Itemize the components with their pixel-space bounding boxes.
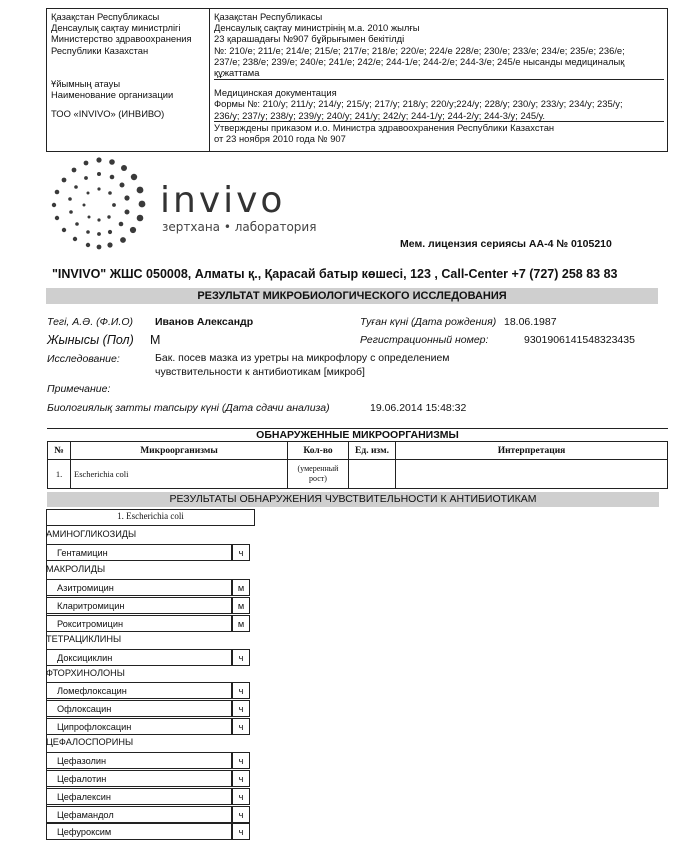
result-cefalotin: ч [232, 770, 250, 787]
result-azithromycin: м [232, 579, 250, 596]
header-left-line: Министерство здравоохранения [51, 33, 192, 45]
drug-cefazolin: Цефазолин [46, 752, 232, 769]
header-right-line: 237/е; 238/е; 239/е; 240/е; 241/е; 242/е; 244-1/е; 244-2/е; 244-3/е; 245/е нысанды медициналық [214, 55, 625, 67]
header-box [46, 8, 668, 152]
sex-label: Жынысы (Пол) [47, 333, 134, 347]
license-number: Мем. лицензия сериясы АА-4 № 0105210 [400, 238, 612, 250]
table-row [48, 460, 668, 489]
col-organism: Микроорганизмы [71, 442, 288, 460]
drug-cefamandole: Цефамандол [46, 806, 232, 823]
row-interp [396, 460, 668, 489]
invivo-logo-icon [44, 152, 154, 252]
header-left [51, 11, 209, 119]
header-left-line: Республики Казахстан [51, 44, 149, 56]
result-gentamicin: ч [232, 544, 250, 561]
group-macrolides: МАКРОЛИДЫ [46, 564, 106, 574]
drug-ofloxacin: Офлоксацин [46, 700, 232, 717]
group-fluoroquinolones: ФТОРХИНОЛОНЫ [46, 668, 125, 678]
result-ciprofloxacin: ч [232, 718, 250, 735]
header-right-line: 236/у; 237/у; 238/у; 239/у; 240/у; 241/у; 242/у; 244-1/у; 244-2/у; 244-3/у; 245/у. [214, 109, 546, 121]
report-title: РЕЗУЛЬТАТ МИКРОБИОЛОГИЧЕСКОГО ИССЛЕДОВАНИЯ [46, 288, 658, 304]
header-right-line: Формы №: 210/у; 211/у; 214/у; 215/у; 217/у; 218/у; 220/у;224/у; 228/у; 230/у; 233/у; 234/у; 235/у; [214, 98, 623, 110]
header-right-line: Утверждены приказом и.о. Министра здравоохранения Республики Казахстан [214, 121, 664, 133]
result-cefamandole: ч [232, 806, 250, 823]
col-interp: Интерпретация [396, 442, 668, 460]
header-left-line: Денсаулық сақтау министрлігі [51, 22, 181, 34]
sensitivity-column-header: 1. Escherichia coli [46, 509, 255, 526]
header-divider [209, 9, 210, 151]
col-num: № [48, 442, 71, 460]
header-left-line: Ұйымның атауы [51, 77, 121, 89]
drug-lomefloxacin: Ломефлоксацин [46, 682, 232, 699]
drug-azithromycin: Азитромицин [46, 579, 232, 596]
header-right-line: Қазақстан Республикасы [214, 11, 323, 22]
drug-gentamicin: Гентамицин [46, 544, 232, 561]
drug-cefuroxime: Цефуроксим [46, 823, 232, 840]
group-tetracyclines: ТЕТРАЦИКЛИНЫ [46, 634, 122, 644]
header-left-line: Наименование организации [51, 89, 174, 101]
row-organism: Escherichia coli [71, 460, 288, 489]
col-qty: Кол-во [288, 442, 349, 460]
drug-ciprofloxacin: Ципрофлоксацин [46, 718, 232, 735]
header-left-line: Қазақстан Республикасы [51, 11, 160, 22]
lab-address: "INVIVO" ЖШС 050008, Алматы қ., Қарасай батыр көшесі, 123 , Call-Center +7 (727) 258 83 83 [52, 267, 618, 281]
row-num: 1. [48, 460, 71, 489]
row-unit [349, 460, 396, 489]
result-cefuroxime: ч [232, 823, 250, 840]
name-label: Тегі, А.Ә. (Ф.И.О) [47, 316, 134, 328]
drug-roxithromycin: Рокситромицин [46, 615, 232, 632]
result-doxycycline: ч [232, 649, 250, 666]
date-label: Биологиялық затты тапсыру күні (Дата сдачи анализа) [47, 402, 330, 414]
study-label: Исследование: [47, 353, 120, 365]
organization-name: ТОО «INVIVO» (ИНВИВО) [51, 108, 165, 120]
note-label: Примечание: [47, 383, 111, 395]
drug-cefalexin: Цефалексин [46, 788, 232, 805]
header-right-ru [214, 87, 664, 144]
dob-label: Туған күні (Дата рождения) [360, 316, 497, 328]
sensitivity-title: РЕЗУЛЬТАТЫ ОБНАРУЖЕНИЯ ЧУВСТВИТЕЛЬНОСТИ К АНТИБИОТИКАМ [47, 492, 659, 507]
header-right-line: №: 210/е; 211/е; 214/е; 215/е; 217/е; 218/е; 220/е; 224/е 228/е; 230/е; 233/е; 234/е; 235/е; 236/е; [214, 44, 625, 56]
header-right-line: 23 қарашадағы №907 бұйрығымен бекітілді [214, 33, 405, 45]
study-value-line1: Бак. посев мазка из уретры на микрофлору с определением [155, 352, 450, 364]
logo-wordmark: invivo [160, 180, 286, 221]
reg-label: Регистрационный номер: [360, 334, 489, 346]
group-aminoglycosides: АМИНОГЛИКОЗИДЫ [46, 529, 137, 539]
dob-value: 18.06.1987 [504, 316, 557, 328]
drug-cefalotin: Цефалотин [46, 770, 232, 787]
row-qty: (умеренный рост) [288, 460, 349, 489]
header-right-line: Медицинская документация [214, 87, 337, 99]
result-cefalexin: ч [232, 788, 250, 805]
header-right-line: құжаттама [214, 67, 260, 79]
result-roxithromycin: м [232, 615, 250, 632]
micro-title: ОБНАРУЖЕННЫЕ МИКРООРГАНИЗМЫ [47, 428, 668, 442]
header-right-line: от 23 ноября 2010 года № 907 [214, 133, 346, 145]
reg-value: 9301906141548323435 [524, 334, 635, 346]
date-value: 19.06.2014 15:48:32 [370, 402, 467, 414]
patient-name: Иванов Александр [155, 316, 254, 328]
logo-subtitle: зертхана • лаборатория [162, 220, 317, 234]
result-ofloxacin: ч [232, 700, 250, 717]
header-right-kz [214, 11, 664, 80]
group-cephalosporins: ЦЕФАЛОСПОРИНЫ [46, 737, 134, 747]
header-right [214, 11, 664, 144]
micro-header-row [48, 442, 668, 460]
header-right-line: Денсаулық сақтау министрінің м.а. 2010 жылғы [214, 22, 420, 34]
col-unit: Ед. изм. [349, 442, 396, 460]
drug-clarithromycin: Кларитромицин [46, 597, 232, 614]
result-lomefloxacin: ч [232, 682, 250, 699]
drug-doxycycline: Доксициклин [46, 649, 232, 666]
result-clarithromycin: м [232, 597, 250, 614]
result-cefazolin: ч [232, 752, 250, 769]
micro-table [47, 441, 668, 489]
study-value-line2: чувствительности к антибиотикам [микроб] [155, 366, 365, 378]
sex-value: М [150, 333, 161, 347]
